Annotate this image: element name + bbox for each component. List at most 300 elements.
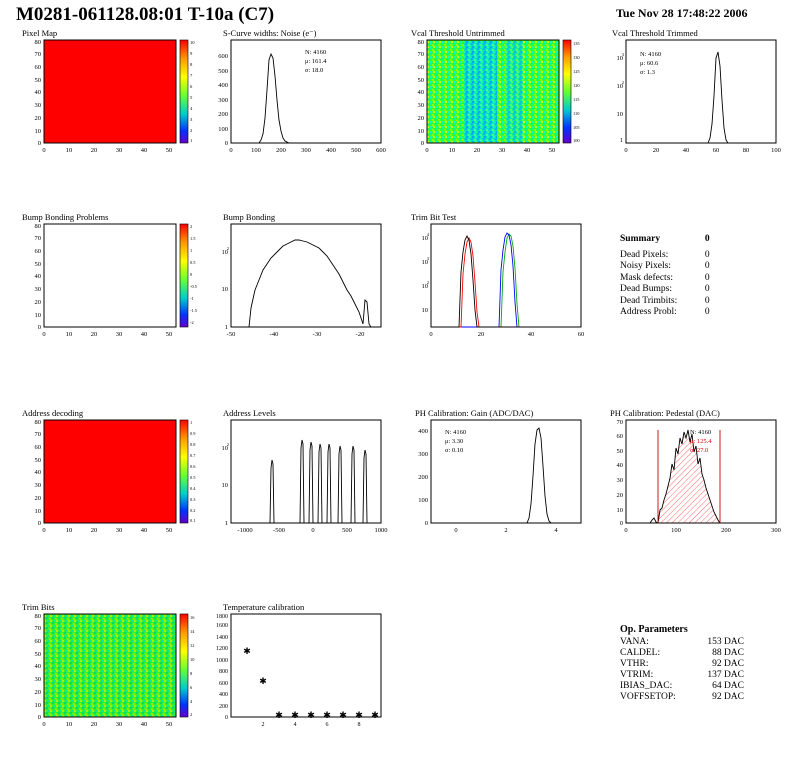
svg-text:20: 20 [417,115,424,122]
svg-text:-1.5: -1.5 [190,308,197,313]
chart-vcal-threshold-untrimmed [405,28,590,158]
svg-text:500: 500 [218,68,228,75]
svg-text:10: 10 [616,111,623,118]
svg-text:40: 40 [523,147,531,154]
op-parameter-value: 137 DAC [707,670,744,680]
svg-text:10: 10 [34,312,41,319]
summary-row [620,307,737,319]
svg-text:N: 4160: N: 4160 [445,429,467,436]
svg-text:μ: 125.4: μ: 125.4 [690,438,712,445]
svg-text:120: 120 [573,83,580,88]
svg-text:2: 2 [190,224,193,229]
svg-text:2: 2 [261,722,265,728]
svg-text:50: 50 [34,651,41,658]
trim-bit-test-plot [405,212,590,342]
summary-row [620,273,737,285]
svg-text:40: 40 [616,462,623,469]
summary-row [620,296,737,308]
op-parameter-value: 92 DAC [712,659,744,669]
svg-text:60: 60 [34,444,41,451]
svg-text:60: 60 [34,64,41,71]
svg-text:2: 2 [226,246,229,251]
svg-text:400: 400 [218,82,228,89]
svg-text:N: 4160: N: 4160 [640,51,662,58]
op-parameter-label: IBIAS_DAC: [620,681,673,691]
svg-text:σ: 27.0: σ: 27.0 [690,447,709,454]
op-parameter-label: VOFFSETOP: [620,692,676,702]
svg-text:115: 115 [573,97,580,102]
svg-text:600: 600 [218,53,228,60]
svg-text:60: 60 [712,147,720,154]
svg-text:20: 20 [652,147,660,154]
svg-text:2: 2 [226,442,229,447]
svg-text:σ: 1.3: σ: 1.3 [640,69,656,76]
svg-text:60: 60 [34,248,41,255]
temperature-calibration-plot [205,602,395,732]
svg-text:0.9: 0.9 [190,431,196,436]
svg-text:0: 0 [429,331,433,338]
svg-text:1000: 1000 [216,658,228,664]
chart-address-decoding [22,408,202,538]
svg-text:0: 0 [37,324,41,331]
svg-text:0: 0 [229,147,233,154]
scurve-widths-plot [205,28,395,158]
summary-label: Dead Trimbits: [620,295,678,306]
svg-text:40: 40 [140,147,148,154]
op-parameter-row [620,648,744,659]
svg-text:1: 1 [190,248,193,253]
svg-text:10: 10 [190,40,195,45]
svg-text:10: 10 [616,55,623,62]
svg-text:100: 100 [771,147,781,154]
summary-value: 0 [704,307,710,317]
svg-text:80: 80 [34,39,41,46]
vcal-trimmed-plot [600,28,785,158]
svg-text:70: 70 [34,51,41,58]
svg-text:2: 2 [426,280,429,285]
svg-text:40: 40 [34,663,41,670]
svg-text:-50: -50 [226,331,236,338]
svg-text:100: 100 [573,138,580,143]
ph-gain-plot [405,408,590,538]
svg-text:4: 4 [293,722,297,728]
svg-text:3: 3 [621,52,624,57]
op-parameter-label: VANA: [620,637,649,647]
svg-text:105: 105 [573,125,580,130]
svg-text:20: 20 [90,721,98,728]
svg-text:30: 30 [115,147,123,154]
svg-text:40: 40 [140,527,148,534]
svg-text:60: 60 [577,331,585,338]
svg-text:30: 30 [115,527,123,534]
svg-text:300: 300 [418,451,428,458]
svg-text:0: 0 [42,721,46,728]
svg-text:-1: -1 [190,296,194,301]
svg-text:0: 0 [190,272,193,277]
svg-text:10: 10 [65,721,73,728]
chart-title: PH Calibration: Gain (ADC/DAC) [415,408,534,418]
chart-vcal-threshold-trimmed [600,28,785,158]
svg-text:0: 0 [42,331,46,338]
svg-text:500: 500 [351,147,361,154]
svg-text:0.5: 0.5 [190,260,196,265]
svg-text:50: 50 [616,448,623,455]
svg-text:✱: ✱ [339,710,347,720]
svg-text:10: 10 [448,147,456,154]
op-parameters-panel [620,624,744,703]
address-levels-plot [205,408,395,538]
svg-text:0: 0 [42,527,46,534]
summary-label: Noisy Pixels: [620,261,671,271]
chart-title: S-Curve widths: Noise (e⁻) [223,28,317,38]
chart-title: Bump Bonding [223,212,276,222]
svg-text:N: 4160: N: 4160 [690,429,712,436]
svg-text:0: 0 [225,715,228,721]
svg-text:30: 30 [34,482,41,489]
chart-bump-bonding [205,212,395,342]
svg-text:30: 30 [115,331,123,338]
svg-text:135: 135 [573,41,580,46]
svg-text:0: 0 [619,520,623,527]
svg-text:80: 80 [742,147,750,154]
svg-text:✱: ✱ [323,710,331,720]
svg-text:0: 0 [224,140,228,147]
svg-text:10: 10 [190,657,195,662]
svg-text:0: 0 [311,527,315,534]
svg-text:0: 0 [37,520,41,527]
op-parameter-value: 92 DAC [712,692,744,702]
svg-text:9: 9 [190,51,193,56]
op-parameter-value: 64 DAC [712,681,744,691]
svg-text:2: 2 [190,128,193,133]
svg-text:50: 50 [165,721,173,728]
chart-trim-bits [22,602,202,732]
svg-text:600: 600 [376,147,386,154]
svg-text:0: 0 [420,140,424,147]
timestamp: Tue Nov 28 17:48:22 2006 [616,6,748,20]
chart-title: Pixel Map [22,28,58,38]
summary-label: Address Probl: [620,307,677,317]
svg-text:N: 4160: N: 4160 [305,49,327,56]
op-parameter-label: CALDEL: [620,648,661,658]
svg-text:10: 10 [421,283,428,290]
svg-text:8: 8 [190,62,193,67]
svg-text:50: 50 [34,457,41,464]
svg-text:800: 800 [219,669,228,675]
svg-text:200: 200 [276,147,286,154]
svg-text:40: 40 [34,469,41,476]
svg-text:300: 300 [218,97,228,104]
svg-text:10: 10 [421,235,428,242]
svg-text:1: 1 [619,137,623,144]
svg-text:2: 2 [190,712,193,717]
svg-text:1: 1 [190,138,193,143]
summary-row [620,250,737,262]
svg-text:40: 40 [140,331,148,338]
svg-text:50: 50 [165,527,173,534]
summary-value: 0 [704,249,710,260]
svg-text:-1000: -1000 [237,527,253,534]
svg-text:-500: -500 [273,527,285,534]
svg-text:30: 30 [34,676,41,683]
svg-text:4: 4 [426,232,429,237]
svg-text:-40: -40 [269,331,279,338]
svg-text:100: 100 [671,527,681,534]
svg-text:10: 10 [421,307,428,314]
svg-text:10: 10 [421,259,428,266]
svg-text:70: 70 [34,431,41,438]
svg-text:300: 300 [771,527,781,534]
svg-text:400: 400 [418,428,428,435]
chart-address-levels [205,408,395,538]
svg-text:8: 8 [357,722,361,728]
svg-text:σ: 0.10: σ: 0.10 [445,447,464,454]
op-parameter-value: 153 DAC [707,637,744,647]
page-title: M0281-061128.08:01 T-10a (C7) [16,4,275,25]
svg-text:0.2: 0.2 [190,508,196,513]
summary-value: 0 [704,261,710,271]
svg-text:10: 10 [65,527,73,534]
svg-text:1: 1 [224,520,228,527]
svg-text:0.3: 0.3 [190,497,196,502]
svg-text:100: 100 [218,126,228,133]
svg-text:1800: 1800 [216,614,228,620]
ph-pedestal-plot [600,408,785,538]
svg-text:400: 400 [219,692,228,698]
op-parameters-heading: Op. Parameters [620,624,688,635]
svg-text:10: 10 [34,128,41,135]
svg-text:7: 7 [190,73,193,78]
op-parameter-value: 88 DAC [712,648,744,658]
svg-text:0: 0 [624,527,628,534]
chart-trim-bit-test [405,212,590,342]
svg-text:100: 100 [251,147,261,154]
svg-text:30: 30 [616,477,623,484]
svg-text:0.1: 0.1 [190,518,196,523]
svg-text:4: 4 [190,699,193,704]
svg-text:μ: 3.30: μ: 3.30 [445,438,464,445]
svg-text:1: 1 [190,420,193,425]
chart-ph-calibration-pedestal [600,408,785,538]
svg-text:μ: 161.4: μ: 161.4 [305,58,327,65]
pixel-map-plot [22,28,202,158]
svg-text:20: 20 [473,147,481,154]
svg-text:-2: -2 [190,320,194,325]
summary-label: Dead Bumps: [620,284,672,294]
svg-text:40: 40 [34,273,41,280]
svg-text:10: 10 [221,482,228,489]
svg-text:20: 20 [90,147,98,154]
svg-text:40: 40 [527,331,535,338]
chart-ph-calibration-gain [405,408,590,538]
svg-text:-20: -20 [355,331,365,338]
svg-text:✱: ✱ [243,646,251,656]
svg-text:20: 20 [477,331,485,338]
svg-text:3: 3 [426,256,429,261]
svg-text:50: 50 [34,261,41,268]
chart-title: Trim Bits [22,602,55,612]
summary-row [620,284,737,296]
svg-text:40: 40 [417,89,424,96]
svg-text:70: 70 [34,625,41,632]
svg-text:✱: ✱ [307,710,315,720]
svg-text:60: 60 [34,638,41,645]
op-parameter-row [620,692,744,703]
chart-title: Address decoding [22,408,84,418]
svg-text:0.6: 0.6 [190,464,196,469]
svg-text:4: 4 [554,527,558,534]
svg-text:6: 6 [190,685,193,690]
svg-text:80: 80 [34,613,41,620]
chart-pixel-map [22,28,202,158]
svg-text:30: 30 [115,721,123,728]
svg-text:125: 125 [573,69,580,74]
chart-scurve-widths [205,28,395,158]
svg-text:20: 20 [616,492,623,499]
op-parameter-label: VTHR: [620,659,649,669]
svg-text:1400: 1400 [216,635,228,641]
address-decoding-plot [22,408,202,538]
summary-row [620,261,737,273]
svg-text:-30: -30 [312,331,322,338]
svg-text:16: 16 [190,615,195,620]
svg-text:300: 300 [301,147,311,154]
svg-text:20: 20 [34,299,41,306]
svg-text:1: 1 [224,324,228,331]
chart-title: PH Calibration: Pedestal (DAC) [610,408,720,418]
svg-text:600: 600 [219,681,228,687]
svg-text:1000: 1000 [374,527,388,534]
svg-text:500: 500 [342,527,352,534]
svg-text:10: 10 [65,331,73,338]
op-parameter-row [620,659,744,670]
svg-text:0.5: 0.5 [190,475,196,480]
svg-text:70: 70 [417,51,424,58]
chart-title: Address Levels [223,408,276,418]
svg-text:-0.5: -0.5 [190,284,197,289]
svg-text:200: 200 [218,111,228,118]
svg-text:0: 0 [37,714,41,721]
svg-text:✱: ✱ [291,710,299,720]
svg-text:10: 10 [65,147,73,154]
svg-text:✱: ✱ [371,710,379,720]
svg-text:20: 20 [90,527,98,534]
svg-text:4: 4 [190,106,193,111]
op-parameter-row [620,681,744,692]
svg-text:1.5: 1.5 [190,236,196,241]
svg-text:10: 10 [221,249,228,256]
svg-text:40: 40 [682,147,690,154]
svg-text:30: 30 [498,147,506,154]
summary-value: 0 [704,295,710,306]
svg-text:1200: 1200 [216,646,228,652]
svg-text:130: 130 [573,55,580,60]
svg-text:10: 10 [34,702,41,709]
svg-text:20: 20 [34,115,41,122]
svg-text:14: 14 [190,629,195,634]
chart-bump-bonding-problems [22,212,202,342]
svg-text:8: 8 [190,671,193,676]
svg-text:✱: ✱ [275,710,283,720]
summary-label: Dead Pixels: [620,249,669,260]
bump-bonding-problems-plot [22,212,202,342]
svg-text:200: 200 [219,704,228,710]
svg-text:0: 0 [424,520,428,527]
svg-text:σ: 18.0: σ: 18.0 [305,67,324,74]
chart-temperature-calibration [205,602,395,732]
svg-text:30: 30 [417,102,424,109]
bump-bonding-plot [205,212,395,342]
svg-text:80: 80 [34,223,41,230]
svg-text:12: 12 [190,643,195,648]
svg-text:1600: 1600 [216,623,228,629]
svg-text:10: 10 [616,507,623,514]
chart-title: Trim Bit Test [411,212,457,222]
svg-text:✱: ✱ [259,676,267,686]
svg-text:10: 10 [221,445,228,452]
svg-text:6: 6 [190,84,193,89]
svg-text:✱: ✱ [355,710,363,720]
svg-text:60: 60 [616,433,623,440]
svg-text:80: 80 [34,419,41,426]
svg-text:30: 30 [34,286,41,293]
svg-text:200: 200 [418,474,428,481]
summary-panel [620,234,737,319]
summary-heading-value: 0 [704,234,710,244]
svg-text:50: 50 [417,77,424,84]
svg-text:0: 0 [42,147,46,154]
chart-title: Vcal Threshold Trimmed [612,28,698,38]
svg-text:30: 30 [34,102,41,109]
svg-text:10: 10 [34,508,41,515]
vcal-untrimmed-plot [405,28,590,158]
svg-text:400: 400 [326,147,336,154]
svg-text:100: 100 [418,497,428,504]
svg-text:6: 6 [325,722,329,728]
svg-text:40: 40 [34,89,41,96]
svg-text:0.8: 0.8 [190,442,196,447]
svg-text:0: 0 [454,527,458,534]
op-parameter-row [620,670,744,681]
svg-text:20: 20 [90,331,98,338]
svg-text:50: 50 [34,77,41,84]
svg-text:3: 3 [190,117,193,122]
svg-text:110: 110 [573,111,580,116]
svg-text:20: 20 [34,495,41,502]
summary-value: 0 [704,272,710,283]
svg-text:20: 20 [34,689,41,696]
svg-text:μ: 60.6: μ: 60.6 [640,60,659,67]
summary-heading: Summary [620,234,661,244]
svg-text:0: 0 [624,147,628,154]
svg-text:10: 10 [221,286,228,293]
chart-title: Bump Bonding Problems [22,212,109,222]
svg-text:50: 50 [548,147,556,154]
svg-text:0.7: 0.7 [190,453,196,458]
svg-text:80: 80 [417,39,424,46]
svg-text:0.4: 0.4 [190,486,196,491]
svg-text:5: 5 [190,95,193,100]
svg-text:70: 70 [616,419,623,426]
svg-text:60: 60 [417,64,424,71]
svg-text:200: 200 [721,527,731,534]
svg-text:2: 2 [504,527,508,534]
trim-bits-plot [22,602,202,732]
svg-text:50: 50 [165,147,173,154]
svg-text:0: 0 [425,147,429,154]
svg-text:2: 2 [621,80,624,85]
chart-title: Temperature calibration [223,602,305,612]
